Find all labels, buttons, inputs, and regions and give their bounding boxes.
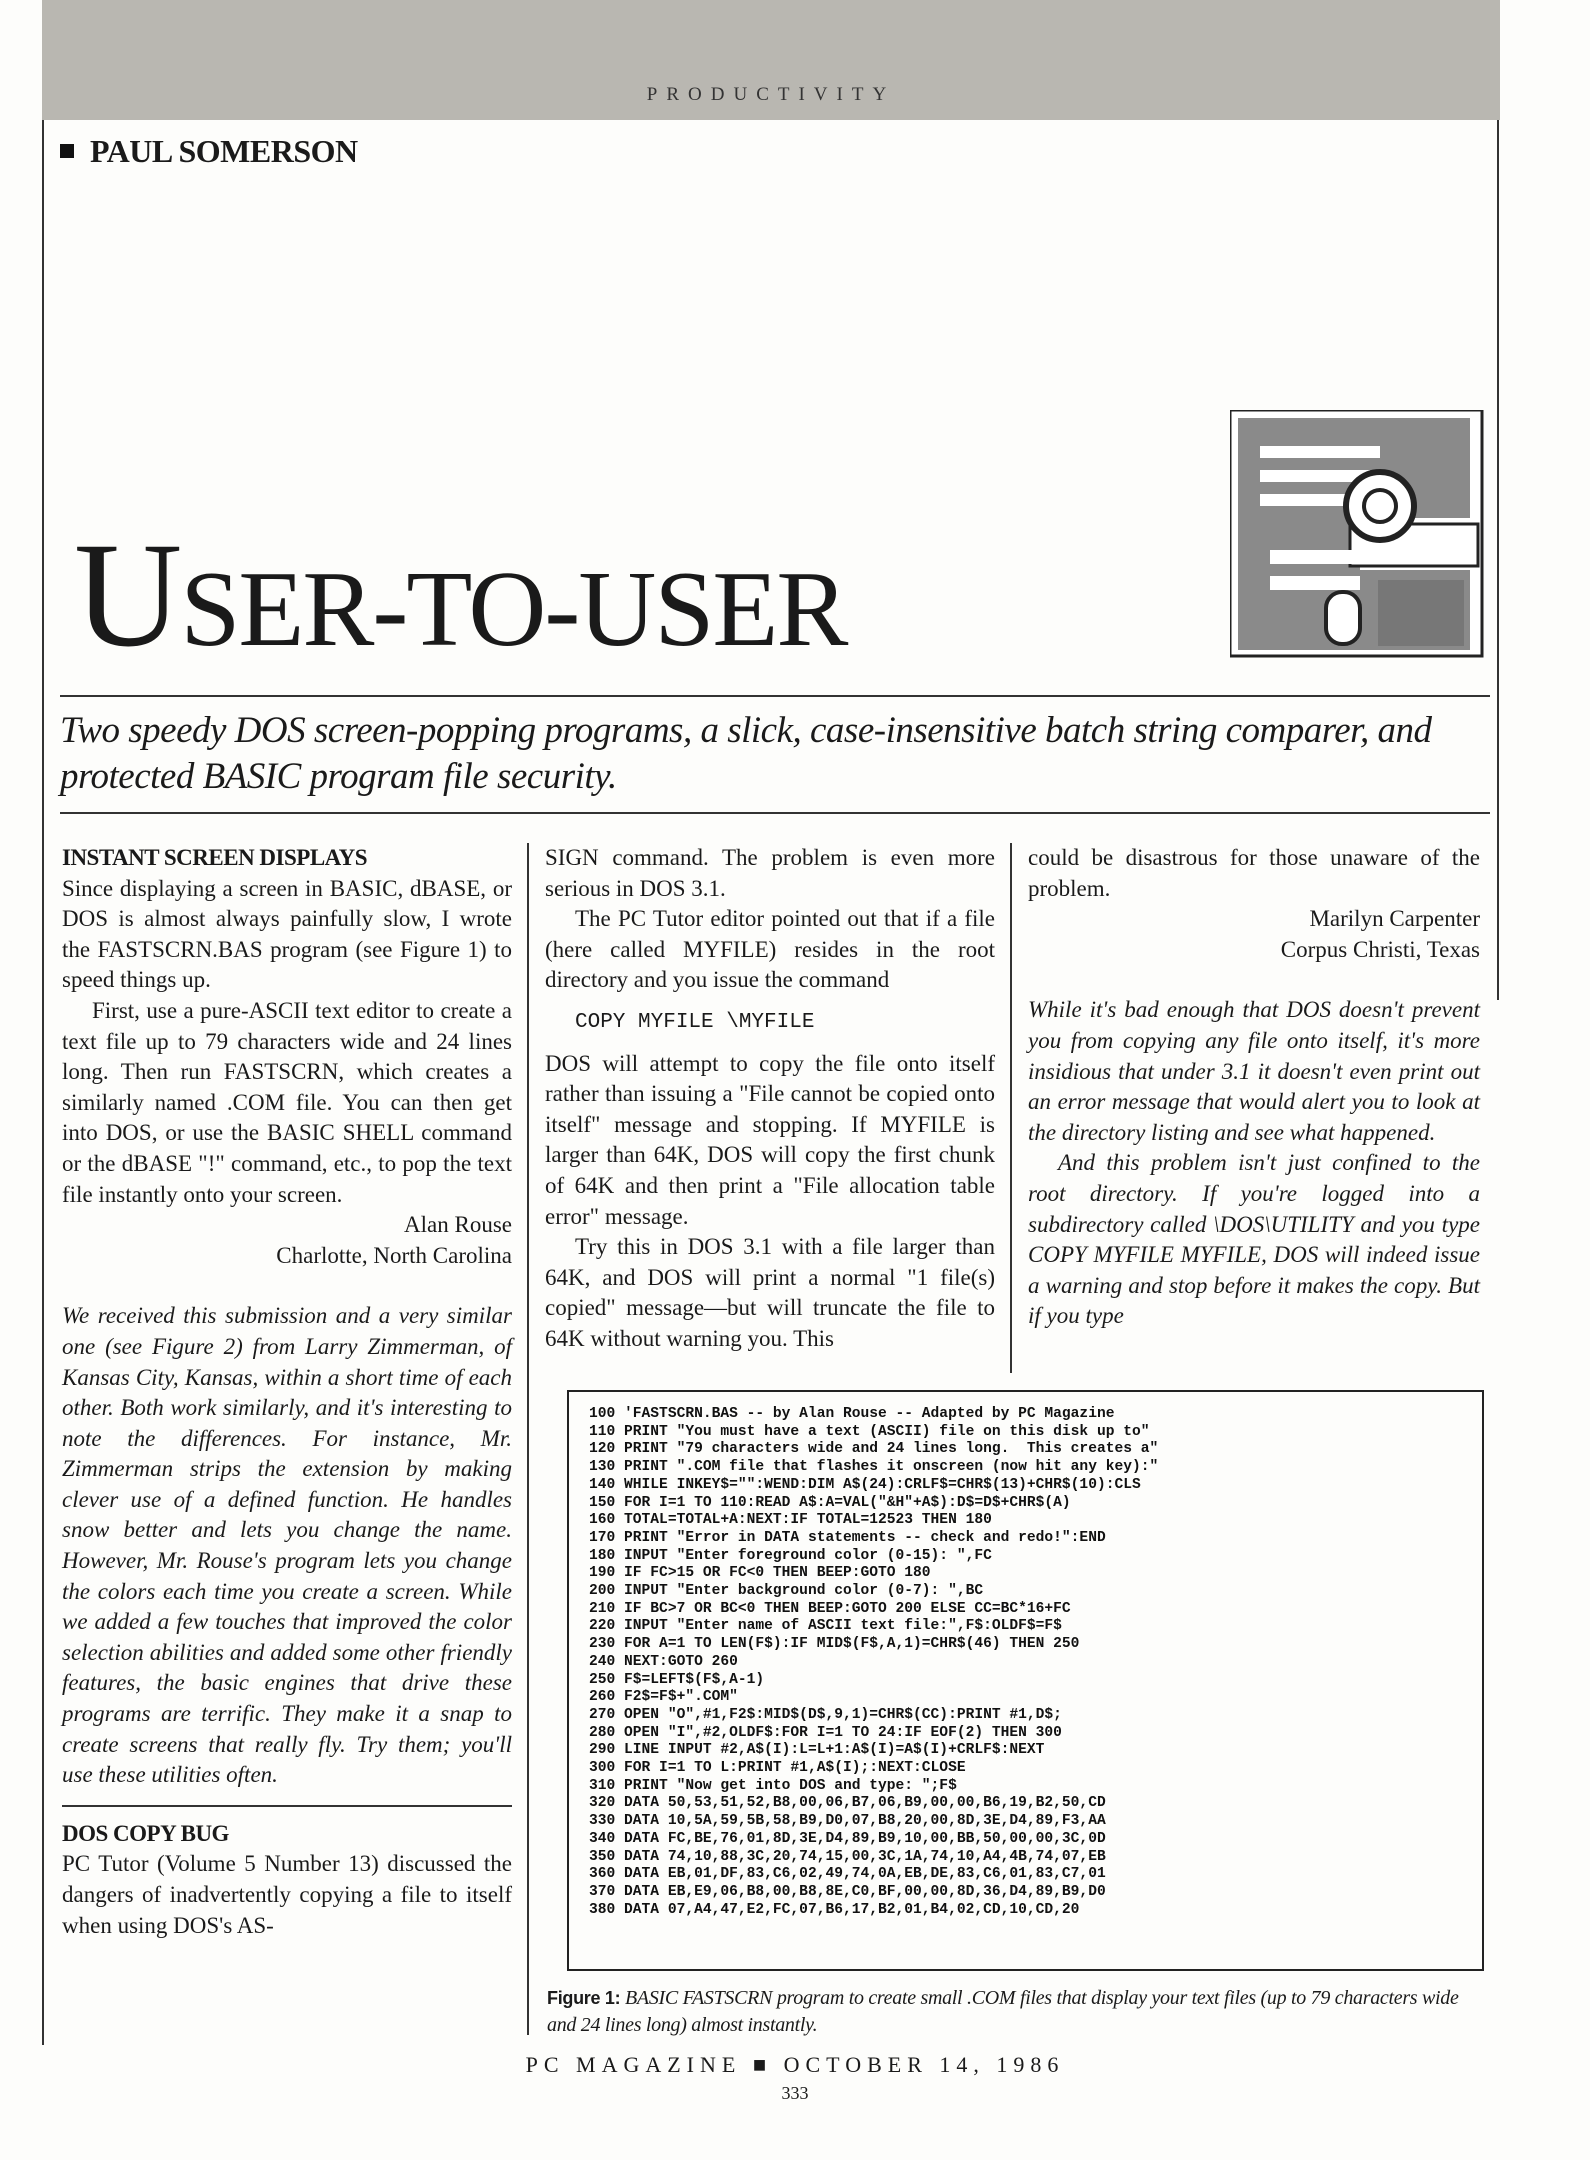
listing-line: 130 PRINT ".COM file that flashes it onscreen (now hit any key):" [589,1459,1159,1476]
listing-line: 360 DATA EB,01,DF,83,C6,02,49,74,0A,EB,DE,83,C6,01,83,C7,01 [589,1866,1106,1883]
listing-line: 220 INPUT "Enter name of ASCII text file:",F$:OLDF$=F$ [589,1618,1062,1635]
listing-line: 150 FOR I=1 TO 110:READ A$:A=VAL("&H"+A$):D$=D$+CHR$(A) [589,1494,1071,1511]
listing-line: 370 DATA EB,E9,06,B8,00,B8,8E,C0,BF,00,00,8D,36,D4,89,B9,D0 [589,1883,1106,1900]
listing-line: 120 PRINT "79 characters wide and 24 lines long. This creates a" [589,1441,1159,1458]
figure-caption [547,1985,1492,2039]
section-heading-dos-copy-bug: DOS COPY BUG [62,1820,229,1846]
listing-line: 190 IF FC>15 OR FC<0 THEN BEEP:GOTO 180 [589,1565,931,1582]
listing-line: 160 TOTAL=TOTAL+A:NEXT:IF TOTAL=12523 THEN 180 [589,1512,992,1529]
editor-note: And this problem isn't just confined to the root directory. If you're logged into a subdirectory called \DOS\UTILITY and you type COPY MYFILE MYFILE, DOS will indeed issue a warning and stop before it makes the copy. But if you type [1028,1150,1480,1329]
listing-line: 330 DATA 10,5A,59,5B,58,B9,D0,07,B8,20,00,8D,3E,D4,89,F3,AA [589,1813,1106,1830]
column-3 [1028,843,1480,1332]
paragraph: PC Tutor (Volume 5 Number 13) discussed the dangers of inadvertently copying a file to itself when using DOS's AS- [62,1851,512,1938]
section-heading-instant-screen: INSTANT SCREEN DISPLAYS [62,845,368,870]
column-rule-1 [527,843,529,2035]
editor-note: While it's bad enough that DOS doesn't prevent you from copying any file onto itself, it's more insidious that under 3.1 it doesn't even print out an error message that would alert you to look at the directory listing and see what happened. [1028,997,1480,1145]
listing-line: 310 PRINT "Now get into DOS and type: ";F$ [589,1777,957,1794]
page-number: 333 [781,2083,809,2103]
basic-program-listing [589,1406,1158,1919]
paragraph: First, use a pure-ASCII text editor to create a text file up to 79 characters wide and 24 lines long. Then run FASTSCRN, which creates a similarly named .COM file. You can then get into DOS, or use the BASIC SHELL command or the dBASE "!" command, etc., to pop the text file instantly onto your screen. [62,997,512,1207]
listing-line: 350 DATA 74,10,88,3C,20,74,15,00,3C,1A,74,10,A4,4B,74,07,EB [589,1848,1106,1865]
listing-line: 200 INPUT "Enter background color (0-7): ",BC [589,1583,984,1600]
listing-line: 180 INPUT "Enter foreground color (0-15): ",FC [589,1547,992,1564]
footer-issue: PC MAGAZINE ■ OCTOBER 14, 1986 [525,2052,1065,2077]
author-name: PAUL SOMERSON [90,133,358,169]
paragraph: could be disastrous for those unaware of the problem. [1028,845,1480,901]
listing-line: 340 DATA FC,BE,76,01,8D,3E,D4,89,B9,10,00,BB,50,00,00,3C,0D [589,1830,1106,1847]
listing-line: 110 PRINT "You must have a text (ASCII) file on this disk up to" [589,1423,1150,1440]
paragraph: SIGN command. The problem is even more serious in DOS 3.1. [545,845,995,901]
deck-rule-bottom [60,812,1490,814]
listing-line: 100 'FASTSCRN.BAS -- by Alan Rouse -- Adapted by PC Magazine [589,1406,1115,1422]
listing-line: 170 PRINT "Error in DATA statements -- check and redo!":END [589,1529,1106,1546]
article-deck: Two speedy DOS screen-popping programs, a slick, case-insensitive batch string comparer, and protected BASIC program file security. [60,710,1432,797]
listing-line: 290 LINE INPUT #2,A$(I):L=L+1:A$(I)=A$(I)+CRLF$:NEXT [589,1742,1045,1759]
signature-place: Charlotte, North Carolina [276,1242,512,1268]
paragraph: The PC Tutor editor pointed out that if a file (here called MYFILE) resides in the root directory and you issue the command [545,906,995,993]
page-title [74,512,847,678]
paragraph: Since displaying a screen in BASIC, dBASE, or DOS is almost always painfully slow, I wrote the FASTSCRN.BAS program (see Figure 1) to speed things up. [62,875,512,993]
right-rule [1497,120,1499,1000]
listing-line: 380 DATA 07,A4,47,E2,FC,07,B6,17,B2,01,B4,02,CD,10,CD,20 [589,1901,1080,1918]
section-rule [62,1805,512,1807]
author-byline [60,133,358,170]
column-rule-2 [1010,843,1012,1373]
section-label: PRODUCTIVITY [646,84,896,105]
listing-line: 240 NEXT:GOTO 260 [589,1653,738,1670]
column-2 [545,843,995,1355]
editor-note: We received this submission and a very similar one (see Figure 2) from Larry Zimmerman, of Kansas City, Kansas, within a short time of each other. Both work similarly, and it's interesting to note the differences. For instance, Mr. Zimmerman strips the extension by making clever use of a defined function. He handles snow better and lets you change the name. However, Mr. Rouse's program lets you change the colors each time you create a screen. While we added a few touches that improved the color selection abilities and added some other friendly features, the basic engines that drive these programs are terrific. They make it a snap to create screens that really fly. Try them; you'll use these utilities often. [62,1303,512,1788]
code-sample: COPY MYFILE \MYFILE [575,1010,815,1034]
listing-line: 250 F$=LEFT$(F$,A-1) [589,1671,765,1688]
listing-line: 320 DATA 50,53,51,52,B8,00,06,B7,06,B9,00,00,B6,19,B2,50,CD [589,1795,1106,1812]
paragraph: Try this in DOS 3.1 with a file larger than 64K, and DOS will print a normal "1 file(s) copied" message—but will truncate the file to 64K without warning you. This [545,1234,995,1351]
signature-name: Marilyn Carpenter [1309,906,1480,932]
signature-name: Alan Rouse [404,1212,512,1238]
left-rule [42,120,44,2045]
deck-rule-top [60,695,1490,697]
listing-line: 210 IF BC>7 OR BC<0 THEN BEEP:GOTO 200 ELSE CC=BC*16+FC [589,1600,1071,1617]
listing-line: 260 F2$=F$+".COM" [589,1689,738,1706]
bullet-square-icon [60,144,74,158]
listing-line: 300 FOR I=1 TO L:PRINT #1,A$(I);:NEXT:CLOSE [589,1760,966,1777]
title-rest: SER-TO-USER [180,550,847,669]
column-1 [62,843,512,1941]
floppy-disk-hand-logo-icon [1230,410,1486,660]
title-initial: U [74,512,181,678]
caption-text: BASIC FASTSCRN program to create small .COM files that display your text files (up to 79 characters wide and 24 lines long) almost instantly. [547,1987,1459,2036]
listing-line: 140 WHILE INKEY$="":WEND:DIM A$(24):CRLF$=CHR$(13)+CHR$(10):CLS [589,1476,1141,1493]
listing-line: 270 OPEN "O",#1,F2$:MID$(D$,9,1)=CHR$(CC):PRINT #1,D$; [589,1706,1062,1723]
listing-line: 230 FOR A=1 TO LEN(F$):IF MID$(F$,A,1)=CHR$(46) THEN 250 [589,1636,1080,1653]
caption-label: Figure 1: [547,1988,621,2008]
figure-1-box [567,1390,1484,1971]
listing-line: 280 OPEN "I",#2,OLDF$:FOR I=1 TO 24:IF EOF(2) THEN 300 [589,1724,1062,1741]
signature-place: Corpus Christi, Texas [1280,936,1480,962]
paragraph: DOS will attempt to copy the file onto itself rather than issuing a "File cannot be copied onto itself" message and stopping. If MYFILE is larger than 64K, DOS will copy the first chunk of 64K and then print a "File allocation table error" message. [545,1050,995,1229]
